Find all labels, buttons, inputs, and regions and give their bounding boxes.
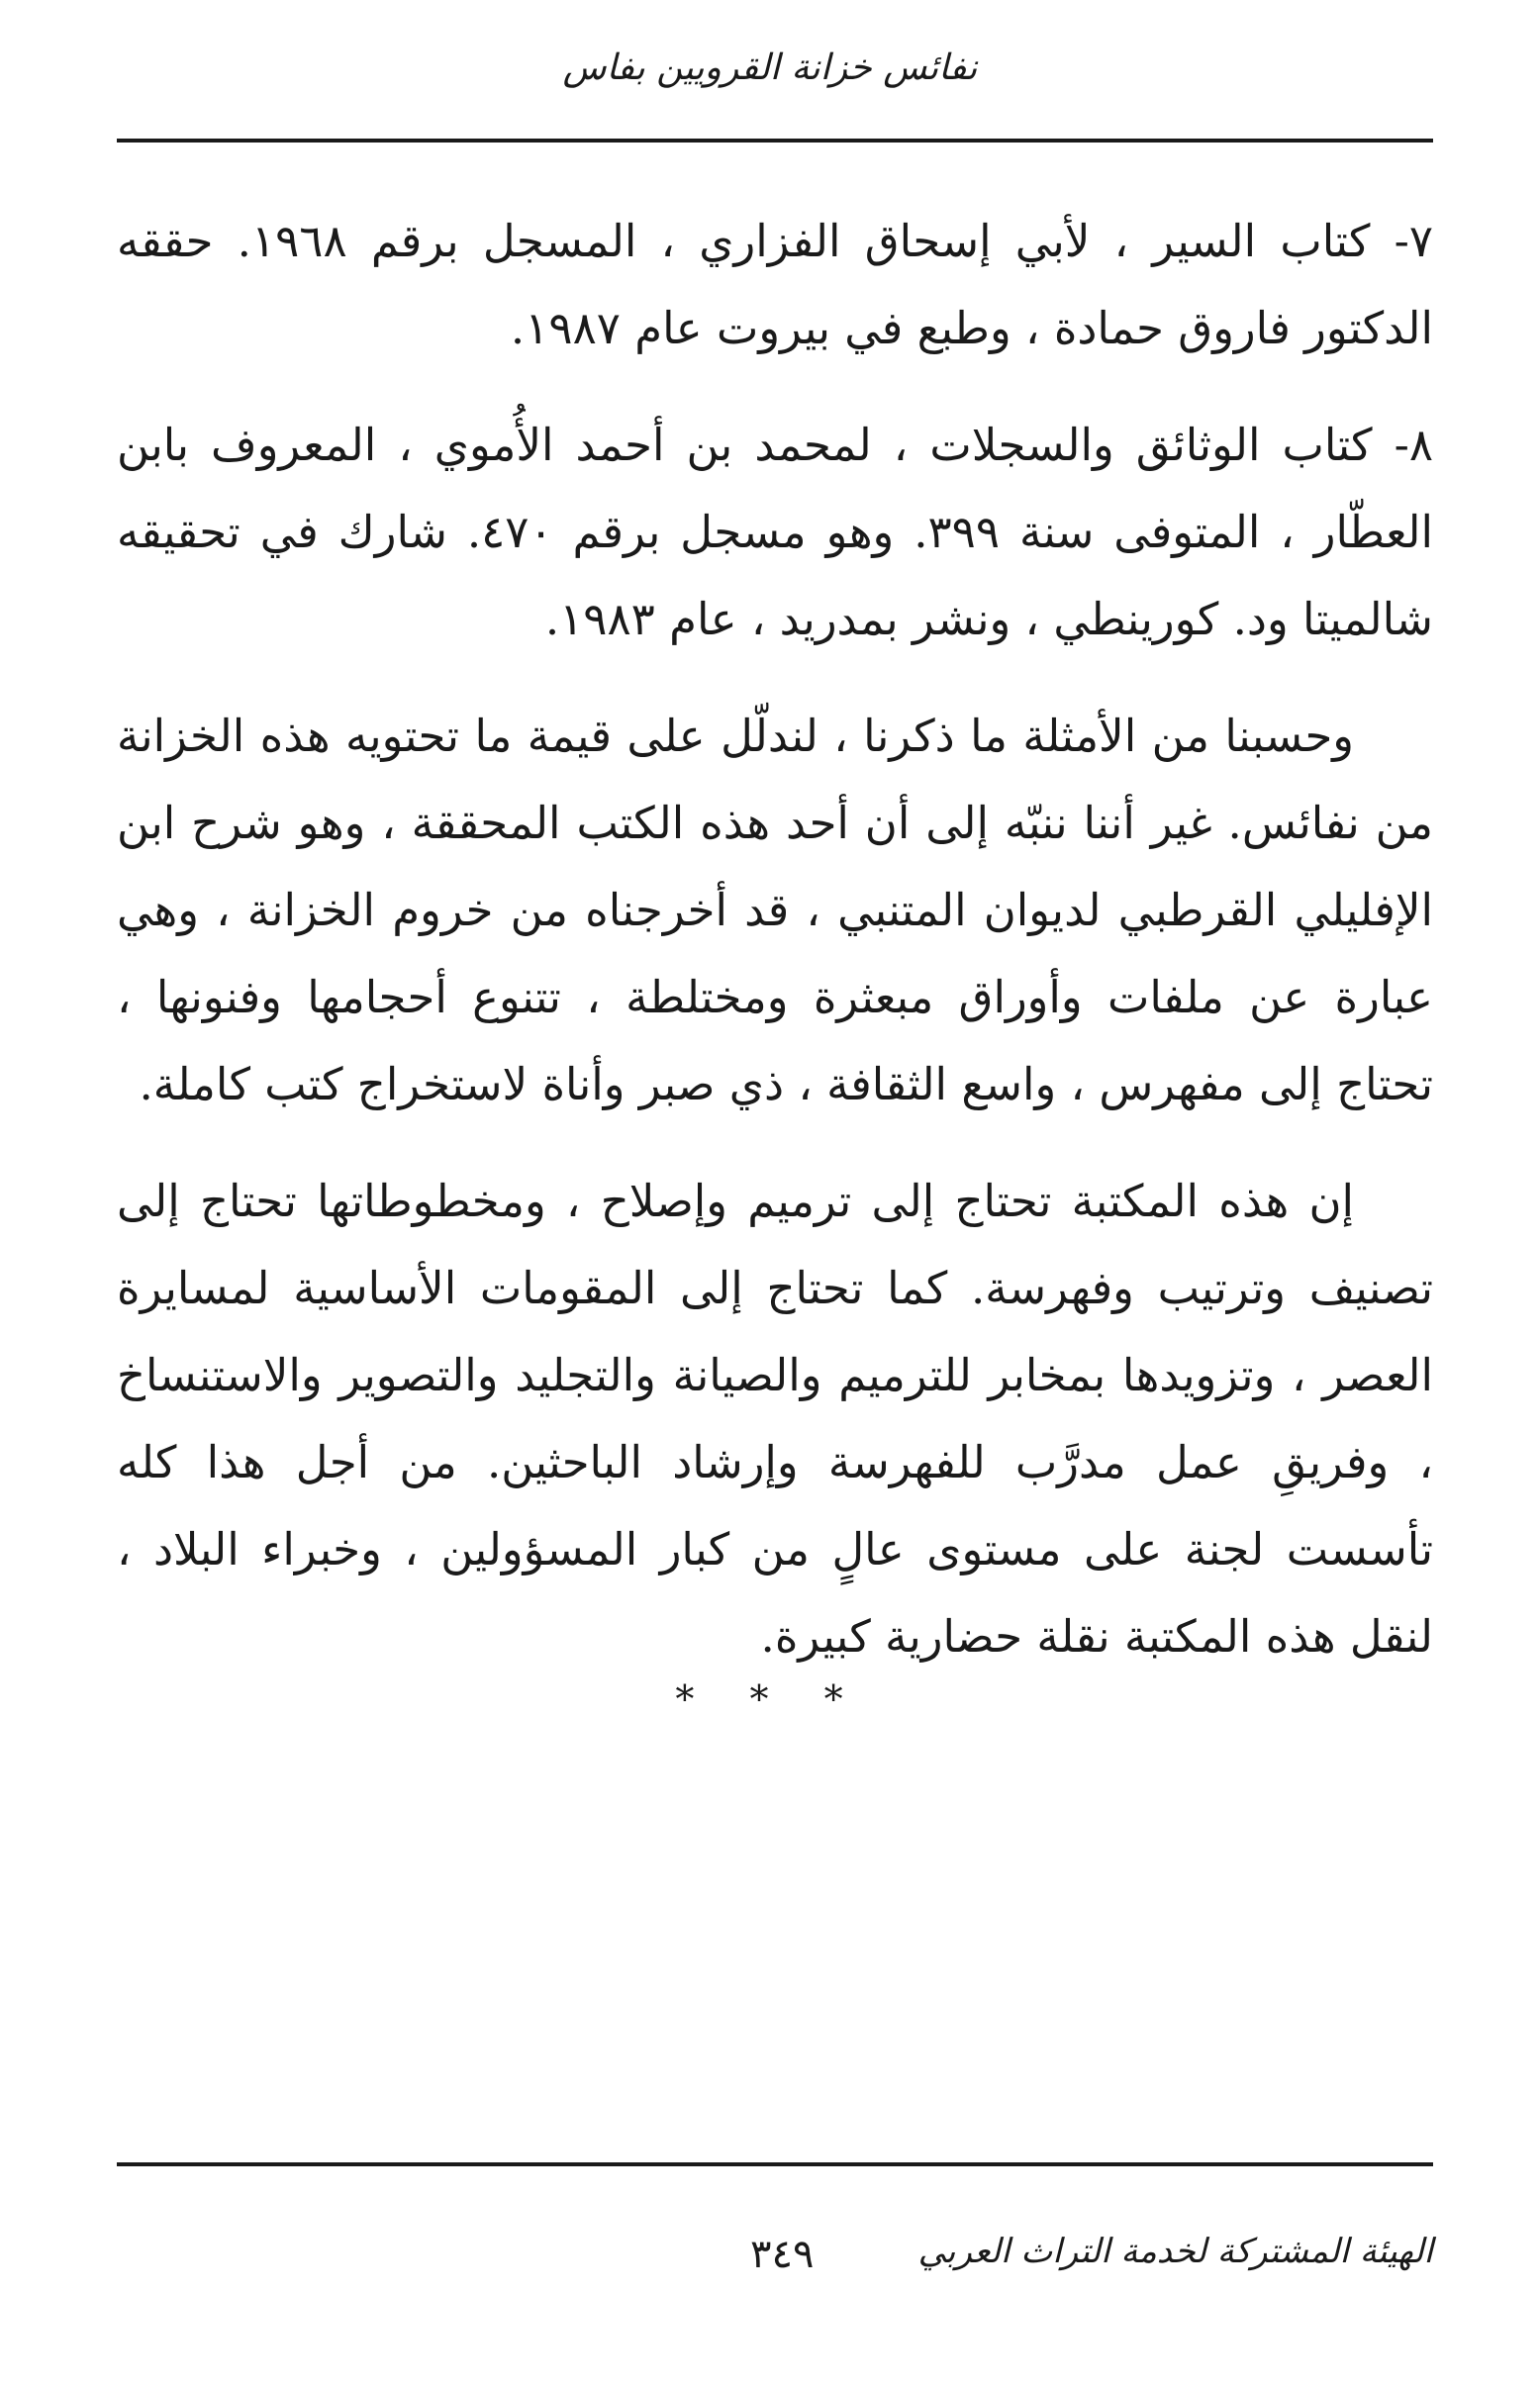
paragraph-examples: وحسبنا من الأمثلة ما ذكرنا ، لندلّل على قيمة ما تحتويه هذه الخزانة من نفائس. غير أننا ننبّه إلى أن أحد هذه الكتب المحققة ، وهو شرح ابن الإفليلي القرطبي لديوان المتنبي ، قد أخرجناه من خروم الخزانة ، وهي عبارة عن ملفات وأوراق مبعثرة ومختلطة ، تتنوع أحجامها وفنونها ، تحتاج إلى مفهرس ، واسع الثقافة ، ذي صبر وأناة لاستخراج كتب كاملة. bbox=[117, 710, 1433, 1110]
paragraph-library-needs: إن هذه المكتبة تحتاج إلى ترميم وإصلاح ، ومخطوطاتها تحتاج إلى تصنيف وترتيب وفهرسة. كما تحتاج إلى المقومات الأساسية لمسايرة العصر ، وتزويدها بمخابر للترميم والصيانة والتجليد والتصوير والاستنساخ ، وفريقِ عمل مدرَّب للفهرسة وإرشاد الباحثين. من أجل هذا كله تأسست لجنة على مستوى عالٍ من كبار المسؤولين ، وخبراء البلاد ، لنقل هذه المكتبة نقلة حضارية كبيرة. bbox=[117, 1175, 1433, 1663]
footer-rule bbox=[117, 2162, 1433, 2166]
body-text bbox=[117, 198, 1433, 1710]
page-number: ٣٤٩ bbox=[750, 2232, 815, 2277]
header-rule bbox=[117, 139, 1433, 143]
list-item-8: ٨- كتاب الوثائق والسجلات ، لمحمد بن أحمد الأُموي ، المعروف بابن العطّار ، المتوفى سنة ٣٩٩. وهو مسجل برقم ٤٧٠. شارك في تحقيقه شالميتا ود. كورينطي ، ونشر بمدريد ، عام ١٩٨٣. bbox=[117, 419, 1433, 645]
publisher-name: الهيئة المشتركة لخدمة التراث العربي bbox=[917, 2232, 1433, 2271]
page-footer bbox=[117, 2232, 1433, 2291]
section-separator: * * * bbox=[675, 1677, 865, 1721]
list-item-7: ٧- كتاب السير ، لأبي إسحاق الفزاري ، المسجل برقم ١٩٦٨. حققه الدكتور فاروق حمادة ، وطبع في بيروت عام ١٩٨٧. bbox=[117, 215, 1433, 354]
running-title: نفائس خزانة القرويين بفاس bbox=[562, 48, 978, 88]
